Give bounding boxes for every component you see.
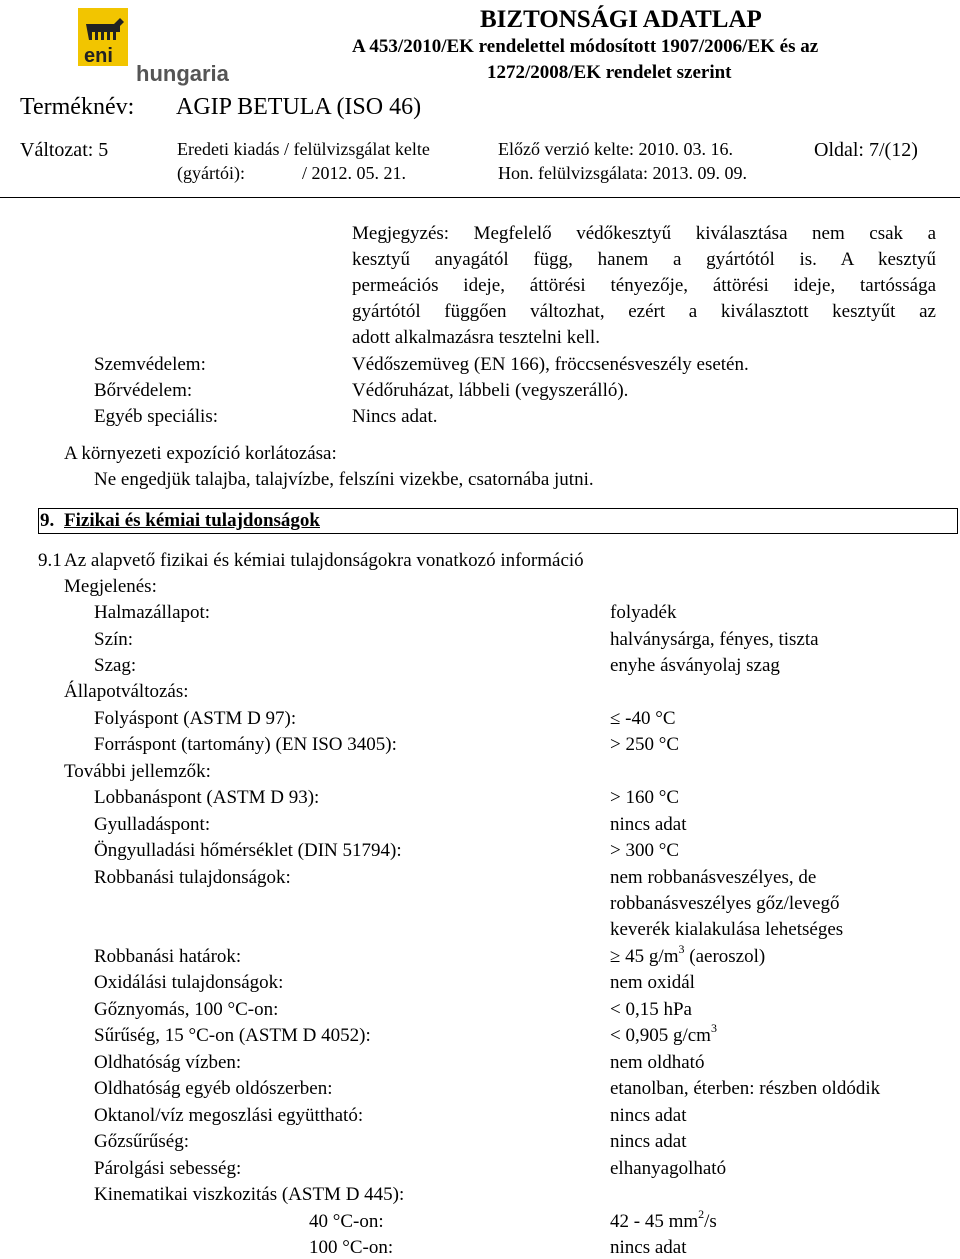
value-sup: 3 <box>678 942 685 956</box>
section-9-title: Fizikai és kémiai tulajdonságok <box>64 510 320 531</box>
prop-value: < 0,15 hPa <box>610 999 692 1020</box>
prop-value: nem oldható <box>610 1052 705 1073</box>
prop-label: Robbanási tulajdonságok: <box>94 867 291 888</box>
prop-label: Folyáspont (ASTM D 97): <box>94 708 297 729</box>
viscosity-100-label: 100 °C-on: <box>309 1237 394 1258</box>
prop-label: Halmazállapot: <box>94 602 211 623</box>
gloves-note-line: Megjegyzés: Megfelelő védőkesztyű kiválasztása nem csak a <box>352 223 936 244</box>
version: Változat: 5 <box>20 139 109 161</box>
prop-label: Lobbanáspont (ASTM D 93): <box>94 787 320 808</box>
gloves-note-line: kesztyű anyagától függ, hanem a gyártótól is. A kesztyű <box>352 249 936 270</box>
gloves-note-line: adott alkalmazásra tesztelni kell. <box>352 327 600 348</box>
value-sup: 3 <box>710 1021 717 1035</box>
orig-issue-line2b: / 2012. 05. 21. <box>302 163 407 183</box>
prop-value: > 250 °C <box>610 734 679 755</box>
orig-issue-line2a: (gyártói): <box>177 163 245 183</box>
value-sup: 2 <box>698 1207 705 1221</box>
env-exposure-title: A környezeti expozíció korlátozása: <box>64 443 337 464</box>
page-number: Oldal: 7/(12) <box>814 139 918 161</box>
orig-issue-line1: Eredeti kiadás / felülvizsgálat kelte <box>177 139 430 159</box>
logo-hungaria-text: hungaria <box>136 61 229 86</box>
prop-value: ≤ -40 °C <box>610 708 676 729</box>
prop-label: Gyulladáspont: <box>94 814 211 835</box>
product-label: Terméknév: <box>20 94 135 120</box>
prop-value: keverék kialakulása lehetséges <box>610 919 844 940</box>
skin-protection-value: Védőruházat, lábbeli (vegyszerálló). <box>352 380 629 401</box>
value-main: ≥ 45 g/m <box>610 946 679 967</box>
prop-value: nem robbanásveszélyes, de <box>610 867 817 888</box>
logo-eni-text: eni <box>84 45 113 67</box>
prop-label: Öngyulladási hőmérséklet (DIN 51794): <box>94 840 402 861</box>
gloves-note-line: gyártótól függően változhat, ezért a kiválasztott kesztyűt az <box>352 301 936 322</box>
prop-value: nincs adat <box>610 814 687 835</box>
state-change-title: Állapotváltozás: <box>64 681 189 702</box>
value-suffix: /s <box>704 1211 717 1232</box>
skin-protection-label: Bőrvédelem: <box>94 380 193 401</box>
prop-label: Gőznyomás, 100 °C-on: <box>94 999 279 1020</box>
doc-subtitle-2: 1272/2008/EK rendelet szerint <box>487 62 732 83</box>
value-main: < 0,905 g/cm <box>610 1025 711 1046</box>
prop-value: nincs adat <box>610 1105 687 1126</box>
prop-value: etanolban, éterben: részben oldódik <box>610 1078 881 1099</box>
appearance-title: Megjelenés: <box>64 576 157 597</box>
prop-label: Oktanol/víz megoszlási együttható: <box>94 1105 364 1126</box>
value-main: 42 - 45 mm <box>610 1211 699 1232</box>
prop-value: halványsárga, fényes, tiszta <box>610 629 819 650</box>
other-protection-label: Egyéb speciális: <box>94 406 218 427</box>
prop-value: robbanásveszélyes gőz/levegő <box>610 893 840 914</box>
prop-value <box>610 942 766 968</box>
prop-label: Kinematikai viszkozitás (ASTM D 445): <box>94 1184 405 1205</box>
prop-value: elhanyagolható <box>610 1158 727 1179</box>
prop-label: Oldhatóság vízben: <box>94 1052 242 1073</box>
eni-logo <box>78 6 238 86</box>
prop-label: Sűrűség, 15 °C-on (ASTM D 4052): <box>94 1025 371 1046</box>
prop-value <box>610 1021 717 1047</box>
prop-label: Oldhatóság egyéb oldószerben: <box>94 1078 333 1099</box>
viscosity-100-value: nincs adat <box>610 1237 687 1258</box>
eye-protection-label: Szemvédelem: <box>94 354 206 375</box>
review-date: Hon. felülvizsgálata: 2013. 09. 09. <box>498 163 747 183</box>
prop-label: Robbanási határok: <box>94 946 242 967</box>
section-9-number: 9. <box>40 510 55 531</box>
prop-value: nem oxidál <box>610 972 695 993</box>
prop-label: Gőzsűrűség: <box>94 1131 189 1152</box>
viscosity-40-label: 40 °C-on: <box>309 1211 384 1232</box>
prop-value: nincs adat <box>610 1131 687 1152</box>
viscosity-40-value <box>610 1207 717 1233</box>
other-protection-value: Nincs adat. <box>352 406 438 427</box>
doc-subtitle-1: A 453/2010/EK rendelettel módosított 1907/2006/EK és az <box>352 36 819 57</box>
prop-value: > 160 °C <box>610 787 679 808</box>
prop-label: Szín: <box>94 629 134 650</box>
prop-label: Forráspont (tartomány) (EN ISO 3405): <box>94 734 397 755</box>
eye-protection-value: Védőszemüveg (EN 166), fröccsenésveszély esetén. <box>352 354 749 375</box>
prop-label: Szag: <box>94 655 137 676</box>
prop-value: enyhe ásványolaj szag <box>610 655 780 676</box>
header-divider <box>0 197 960 198</box>
further-props-title: További jellemzők: <box>64 761 211 782</box>
env-exposure-text: Ne engedjük talajba, talajvízbe, felszíni vizekbe, csatornába jutni. <box>94 469 594 490</box>
subsection-9-1-title: Az alapvető fizikai és kémiai tulajdonságokra vonatkozó információ <box>64 550 584 571</box>
prop-value: > 300 °C <box>610 840 679 861</box>
value-suffix: (aeroszol) <box>684 946 766 967</box>
prev-version-date: Előző verzió kelte: 2010. 03. 16. <box>498 139 733 159</box>
product-name: AGIP BETULA (ISO 46) <box>176 94 422 120</box>
prop-label: Oxidálási tulajdonságok: <box>94 972 284 993</box>
prop-value: folyadék <box>610 602 677 623</box>
gloves-note-line: permeációs ideje, áttörési tényezője, áttörési ideje, tartóssága <box>352 275 936 296</box>
subsection-9-1-number: 9.1 <box>38 550 62 571</box>
prop-label: Párolgási sebesség: <box>94 1158 242 1179</box>
doc-title: BIZTONSÁGI ADATLAP <box>480 6 762 33</box>
